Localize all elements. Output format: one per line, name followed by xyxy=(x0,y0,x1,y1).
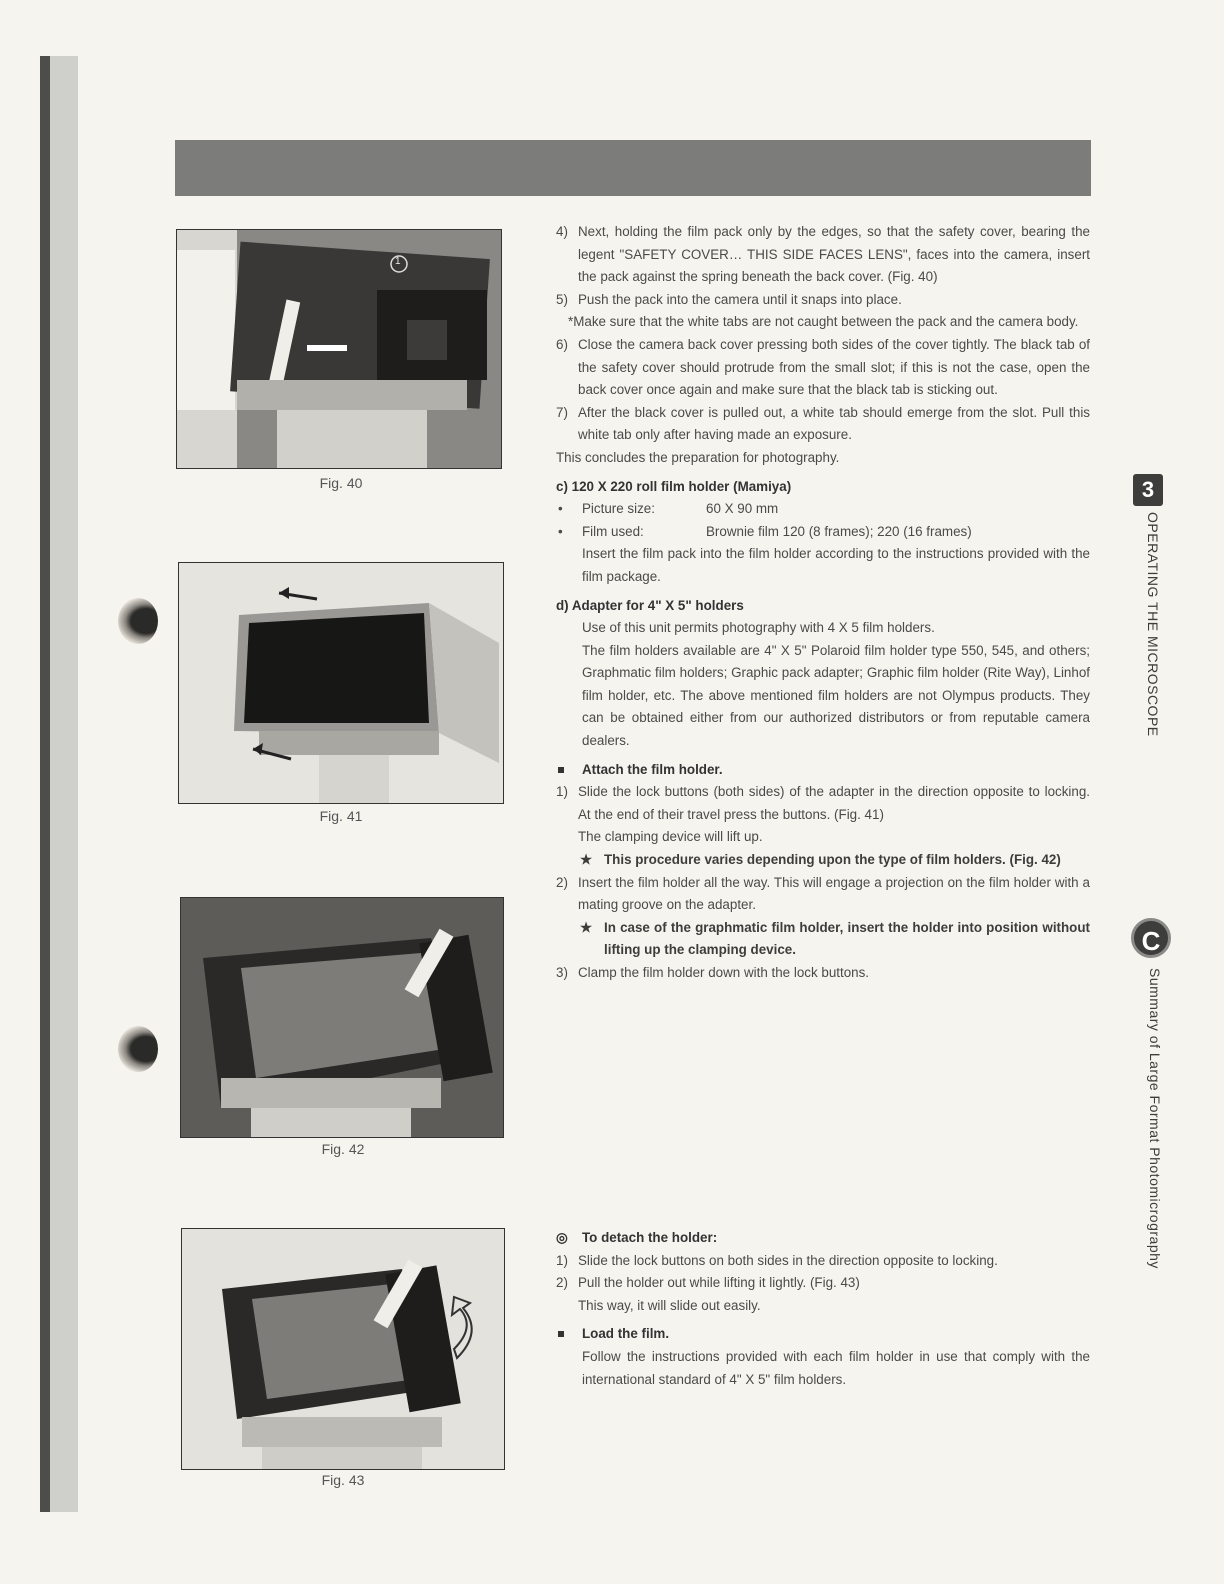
chapter-3-title: OPERATING THE MICROSCOPE xyxy=(1145,512,1161,737)
section-c-text: Insert the film pack into the film holder according to the instructions provided with the film package. xyxy=(582,546,1090,584)
detach-text-column xyxy=(556,1227,1090,1391)
fig-43-photo xyxy=(181,1228,505,1470)
attach-step-2-star-text: In case of the graphmatic film holder, insert the holder into position without lifting up the clamping device. xyxy=(604,919,1090,958)
punch-hole-upper xyxy=(118,598,158,644)
detach-symbol-icon: ◎ xyxy=(556,1230,568,1245)
attach-step-1-text: Slide the lock buttons (both sides) of the adapter in the direction opposite to locking. At the end of their travel press the buttons. (Fig. 41) xyxy=(578,784,1090,822)
fig-40-callout: 1 xyxy=(395,256,401,267)
attach-step-3 xyxy=(556,962,1090,985)
picture-size-label: Picture size: xyxy=(582,501,655,517)
picture-size-value: 60 X 90 mm xyxy=(706,501,779,517)
step-7-text: After the black cover is pulled out, a white tab should emerge from the slot. Pull this white tab only after having made an exposure. xyxy=(578,404,1090,443)
attach-step-2-star-note xyxy=(556,917,1090,962)
attach-heading xyxy=(556,759,1090,782)
picture-size-row xyxy=(556,498,1090,521)
load-heading-text: Load the film. xyxy=(582,1326,670,1342)
fig-41-caption: Fig. 41 xyxy=(319,808,363,824)
step-5 xyxy=(556,289,1090,312)
bullet-dot: • xyxy=(558,501,563,517)
attach-step-2 xyxy=(556,872,1090,917)
square-bullet-icon xyxy=(558,1331,564,1337)
detach-step-2 xyxy=(556,1272,1090,1295)
detach-step-2-number: 2) xyxy=(556,1275,568,1291)
attach-step-3-text: Clamp the film holder down with the lock buttons. xyxy=(578,965,870,980)
step-4-number: 4) xyxy=(556,224,568,239)
step-4-text: Next, holding the film pack only by the edges, so that the safety cover, bearing the legent "SAFETY COVER… THIS SIDE FACES LENS", faces into the camera, insert the pack against the spring beneath the back cover. (Fig. 40) xyxy=(578,224,1090,285)
step-6-text: Close the camera back cover pressing both sides of the cover tightly. The black tab of the safety cover should protrude from the small slot; if this is not the case, open the back cover once again and make sure that the black tab is sticking out. xyxy=(578,336,1090,398)
square-bullet-icon xyxy=(558,767,564,773)
fig-43-caption: Fig. 43 xyxy=(321,1472,365,1488)
step-7-number: 7) xyxy=(556,404,568,420)
fig-42-caption: Fig. 42 xyxy=(321,1141,365,1157)
step-4 xyxy=(556,221,1090,289)
section-c-heading: c) 120 X 220 roll film holder (Mamiya) xyxy=(556,478,792,494)
header-band xyxy=(175,140,1091,196)
fig-40-caption: Fig. 40 xyxy=(319,475,363,491)
attach-step-1-star-note xyxy=(556,849,1090,872)
star-icon: ★ xyxy=(580,852,593,868)
fig-40-photo xyxy=(176,229,502,469)
chapter-3-badge: 3 xyxy=(1133,474,1163,506)
attach-step-1-note: The clamping device will lift up. xyxy=(578,829,763,845)
attach-step-2-number: 2) xyxy=(556,874,568,890)
section-d-text-2: The film holders available are 4" X 5" Polaroid film holder type 550, 545, and others; Graphmatic film holders; Graphic pack adapter; Graphic film holder (Rite Way), Linhof film holder, etc. The above mentioned film holders are not Olympus products. They can be obtained either from our authorized distributors or from reputable camera dealers. xyxy=(582,642,1090,749)
step-6 xyxy=(556,334,1090,402)
step-5-text: Push the pack into the camera until it snaps into place. xyxy=(578,291,902,307)
detach-step-2-text: Pull the holder out while lifting it lightly. (Fig. 43) xyxy=(578,1275,860,1291)
detach-step-1-text: Slide the lock buttons on both sides in the direction opposite to locking. xyxy=(578,1252,998,1268)
step-7 xyxy=(556,402,1090,447)
attach-step-1 xyxy=(556,781,1090,826)
section-d-text-1: Use of this unit permits photography with 4 X 5 film holders. xyxy=(582,620,935,636)
load-heading xyxy=(556,1323,1090,1346)
binding-edge xyxy=(40,56,50,1512)
step-6-number: 6) xyxy=(556,336,568,352)
detach-step-1 xyxy=(556,1250,1090,1273)
step-5-note: *Make sure that the white tabs are not caught between the pack and the camera body. xyxy=(568,314,1079,330)
attach-step-1-star-text: This procedure varies depending upon the type of film holders. (Fig. 42) xyxy=(604,852,1061,868)
attach-step-1-number: 1) xyxy=(556,784,568,800)
fig-42-photo xyxy=(180,897,504,1138)
load-text: Follow the instructions provided with each film holder in use that comply with the international standard of 4" X 5" film holders. xyxy=(582,1348,1090,1387)
conclusion-text: This concludes the preparation for photography. xyxy=(556,449,840,465)
film-used-value: Brownie film 120 (8 frames); 220 (16 frames) xyxy=(706,523,972,539)
detach-heading xyxy=(556,1227,1090,1250)
main-text-column xyxy=(556,221,1090,985)
film-used-row xyxy=(556,521,1090,544)
star-icon: ★ xyxy=(580,919,593,935)
attach-step-3-number: 3) xyxy=(556,965,568,980)
attach-heading-text: Attach the film holder. xyxy=(582,761,723,777)
bullet-dot: • xyxy=(558,523,563,539)
step-5-number: 5) xyxy=(556,291,568,307)
detach-step-2-note: This way, it will slide out easily. xyxy=(578,1297,761,1313)
detach-step-1-number: 1) xyxy=(556,1252,568,1268)
film-used-label: Film used: xyxy=(582,523,644,539)
section-c-title: Summary of Large Format Photomicrography xyxy=(1147,968,1163,1269)
detach-heading-text: To detach the holder: xyxy=(582,1230,718,1245)
fig-41-photo xyxy=(178,562,504,804)
section-d-heading: d) Adapter for 4" X 5" holders xyxy=(556,597,744,613)
section-c-badge: C xyxy=(1131,918,1171,958)
punch-hole-lower xyxy=(118,1026,158,1072)
attach-step-2-text: Insert the film holder all the way. This will engage a projection on the film holder with a mating groove on the adapter. xyxy=(578,874,1090,913)
